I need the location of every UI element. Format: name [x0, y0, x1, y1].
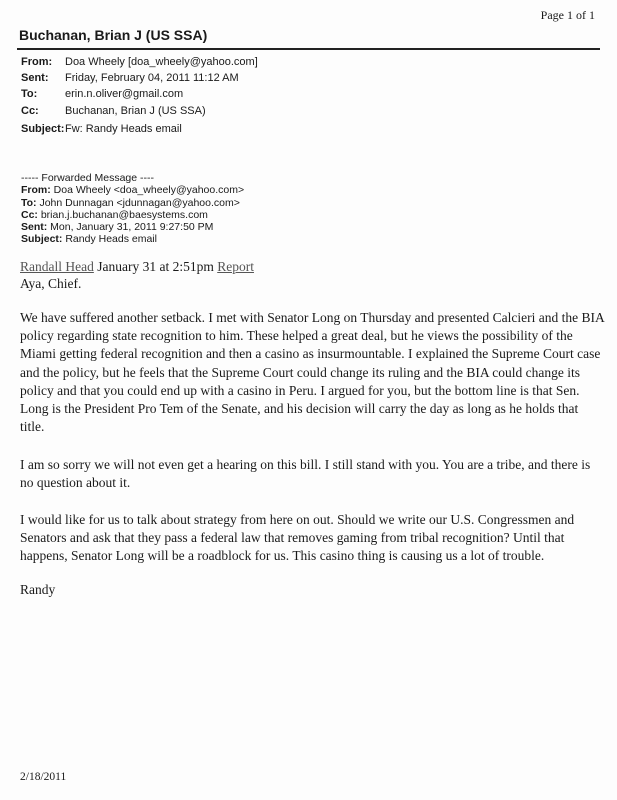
forwarded-label: From: — [21, 184, 51, 196]
forwarded-value: John Dunnagan <jdunnagan@yahoo.com> — [39, 197, 240, 209]
forwarded-value: Doa Wheely <doa_wheely@yahoo.com> — [53, 184, 245, 196]
header-value: Fw: Randy Heads email — [65, 123, 182, 135]
forwarded-label: Sent: — [21, 221, 48, 233]
print-date: 2/18/2011 — [20, 771, 67, 783]
page-number: Page 1 of 1 — [540, 8, 595, 22]
header-label: Subject: — [21, 123, 65, 135]
forwarded-title: ----- Forwarded Message ---- — [21, 172, 155, 184]
forwarded-to — [21, 197, 240, 209]
header-label: From: — [21, 56, 53, 68]
forwarded-label: To: — [21, 197, 37, 209]
report-link[interactable]: Report — [217, 259, 254, 274]
body-paragraph: I would like for us to talk about strategy from here on out. Should we write our U.S. Congressmen and Senators and ask that they pass a federal law that removes gaming from tribal recognition? Until that happens, Senator Long will be a roadblock for us. This casino thing is causing us a lot of trouble. — [20, 512, 575, 564]
post-author-link[interactable]: Randall Head — [20, 259, 94, 274]
header-label: Cc: — [21, 105, 39, 117]
forwarded-label: Subject: — [21, 233, 63, 245]
header-subject — [21, 123, 182, 135]
header-divider — [17, 48, 600, 50]
body-paragraph: I am so sorry we will not even get a hearing on this bill. I still stand with you. You are a tribe, and there is no question about it. — [20, 457, 591, 491]
post-date: January 31 at 2:51pm — [97, 259, 214, 274]
header-to — [21, 88, 183, 100]
forwarded-value: brian.j.buchanan@baesystems.com — [40, 209, 208, 221]
forwarded-value: Mon, January 31, 2011 9:27:50 PM — [50, 221, 214, 233]
header-value: erin.n.oliver@gmail.com — [65, 88, 184, 100]
forwarded-cc — [21, 209, 208, 221]
sender-name: Buchanan, Brian J (US SSA) — [19, 27, 208, 43]
header-cc — [21, 105, 206, 117]
signoff: Randy — [20, 582, 56, 597]
forwarded-sent — [21, 221, 213, 233]
header-from — [21, 56, 258, 68]
header-sent — [21, 72, 239, 84]
forwarded-from — [21, 184, 244, 196]
header-value: Buchanan, Brian J (US SSA) — [65, 105, 206, 117]
forwarded-label: Cc: — [21, 209, 38, 221]
post-meta — [20, 259, 254, 275]
body-paragraph: We have suffered another setback. I met with Senator Long on Thursday and presented Calcieri and the BIA policy regarding state recognition to him. These helped a great deal, but he views the possibility of the Miami getting federal recognition and then a casino as insurmountable. I explained the Supreme Court case and the policy, but he feels that the Supreme Court could change its ruling and the BIA could change its policy and that you could end up with a casino in Peru. I argued for you, but the bottom line is that Sen. Long is the President Pro Tem of the Senate, and his decision will carry the day as long as he holds that title. — [20, 310, 604, 435]
post-greeting: Aya, Chief. — [20, 276, 82, 291]
header-value: Friday, February 04, 2011 11:12 AM — [65, 72, 239, 84]
forwarded-subject — [21, 233, 157, 245]
forwarded-value: Randy Heads email — [65, 233, 157, 245]
header-value: Doa Wheely [doa_wheely@yahoo.com] — [65, 56, 258, 68]
header-label: To: — [21, 88, 38, 100]
header-label: Sent: — [21, 72, 49, 84]
